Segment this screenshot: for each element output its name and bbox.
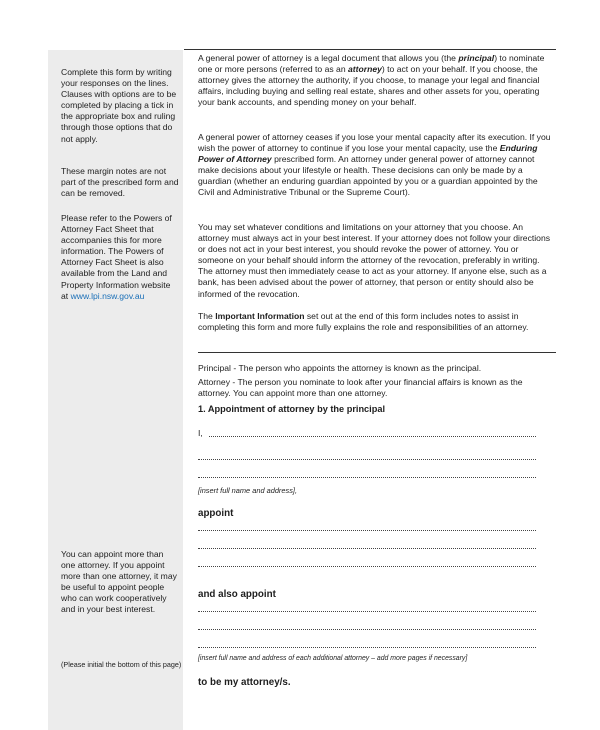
paragraph-general-power [198,53,554,108]
principal-name-line-3[interactable] [198,477,536,478]
initial-page-note: (Please initial the bottom of this page) [61,660,182,669]
lpi-website-link[interactable]: www.lpi.nsw.gov.au [70,290,145,301]
margin-note-instructions: Complete this form by writing your responses on the lines. Clauses with options are to be completed by placing a tick in the appropriate box and ruling through those options that do not apply. [61,67,177,144]
additional-attorney-line-2[interactable] [198,629,536,630]
p1-text-e: ) to act on your behalf. If you choose, the attorney gives the attorney the authority, if you choose, to manage your legal and financial affairs, including buying and selling real estate, shares and other assets for you, operating your bank accounts, and spending money on your behalf. [198,64,540,108]
section-divider [198,352,556,353]
definition-principal: Principal - The person who appoints the attorney is known as the principal. [198,363,482,373]
p4-important-term: Important Information [215,311,305,321]
and-also-appoint-label: and also appoint [198,589,276,600]
p2-text-c: prescribed form. An attorney under general power of attorney cannot make decisions about your lifestyle or health. These decisions can only be made by a guardian (whether an enduring guardian appointed by you or a guardian appointed by the Civil and Administrative Tribunal or the Supreme Court). [198,154,538,198]
margin-note-fact-sheet [61,213,179,302]
additional-attorney-line-3[interactable] [198,647,536,648]
paragraph-important-info [198,311,554,333]
i-label: I, [198,428,203,438]
margin-note-removable: These margin notes are not part of the prescribed form and can be removed. [61,166,179,199]
attorney-line-1[interactable] [198,530,536,531]
p2-text-a: A general power of attorney ceases if you lose your mental capacity after its execution. If you wish the power of attorney to continue if you lose your mental capacity, use the [198,132,551,154]
margin-notes-panel [48,50,183,730]
definition-attorney: Attorney - The person you nominate to look after your financial affairs is known as the attorney. You can appoint more than one attorney. [198,377,523,399]
paragraph-conditions: You may set whatever conditions and limitations on your attorney that you choose. An attorney must always act in your best interest. If your attorney does not follow your directions or does not act in your best interest, you should revoke the power of attorney. You or someone on your behalf should inform the attorney of the revocation, preferably in writing. The attorney must then immediately cease to act as your attorney. If anyone else, such as a bank, has been advised about the power of attorney, that person or entity should also be informed of the revocation. [198,222,551,299]
p1-text-c: ) to nominate one or more persons (referred to as an [198,53,545,75]
section-1-heading: 1. Appointment of attorney by the principal [198,404,385,414]
insert-name-instruction: [insert full name and address], [198,486,298,495]
p1-principal-term: principal [458,53,495,63]
top-rule [184,49,556,50]
insert-additional-instruction: [insert full name and address of each additional attorney – add more pages if necessary] [198,655,468,662]
additional-attorney-line-1[interactable] [198,611,536,612]
principal-name-line-2[interactable] [198,459,536,460]
p1-attorney-term: attorney [348,64,382,75]
attorney-line-3[interactable] [198,566,536,567]
principal-name-line-1[interactable] [209,436,536,437]
p2-enduring-term: Enduring Power of Attorney [198,143,538,165]
to-be-attorney-label: to be my attorney/s. [198,677,291,688]
attorney-line-2[interactable] [198,548,536,549]
margin-note-fact-sheet-text: Please refer to the Powers of Attorney Fact Sheet that accompanies this for more information. The Powers of Attorney Fact Sheet is also available from the Land and Property Information website at [61,213,172,301]
p1-text-a: A general power of attorney is a legal document that allows you (the [198,53,459,63]
margin-note-multiple-attorneys: You can appoint more than one attorney. If you appoint more than one attorney, it may be useful to appoint people who can work cooperatively and in your best interest. [61,549,177,615]
p4-text-a: The [198,311,216,321]
paragraph-ceases [198,132,554,199]
p4-text-c: set out at the end of this form includes notes to assist in completing this form and more fully explains the role and responsibilities of an attorney. [198,311,529,333]
appoint-label: appoint [198,508,234,519]
